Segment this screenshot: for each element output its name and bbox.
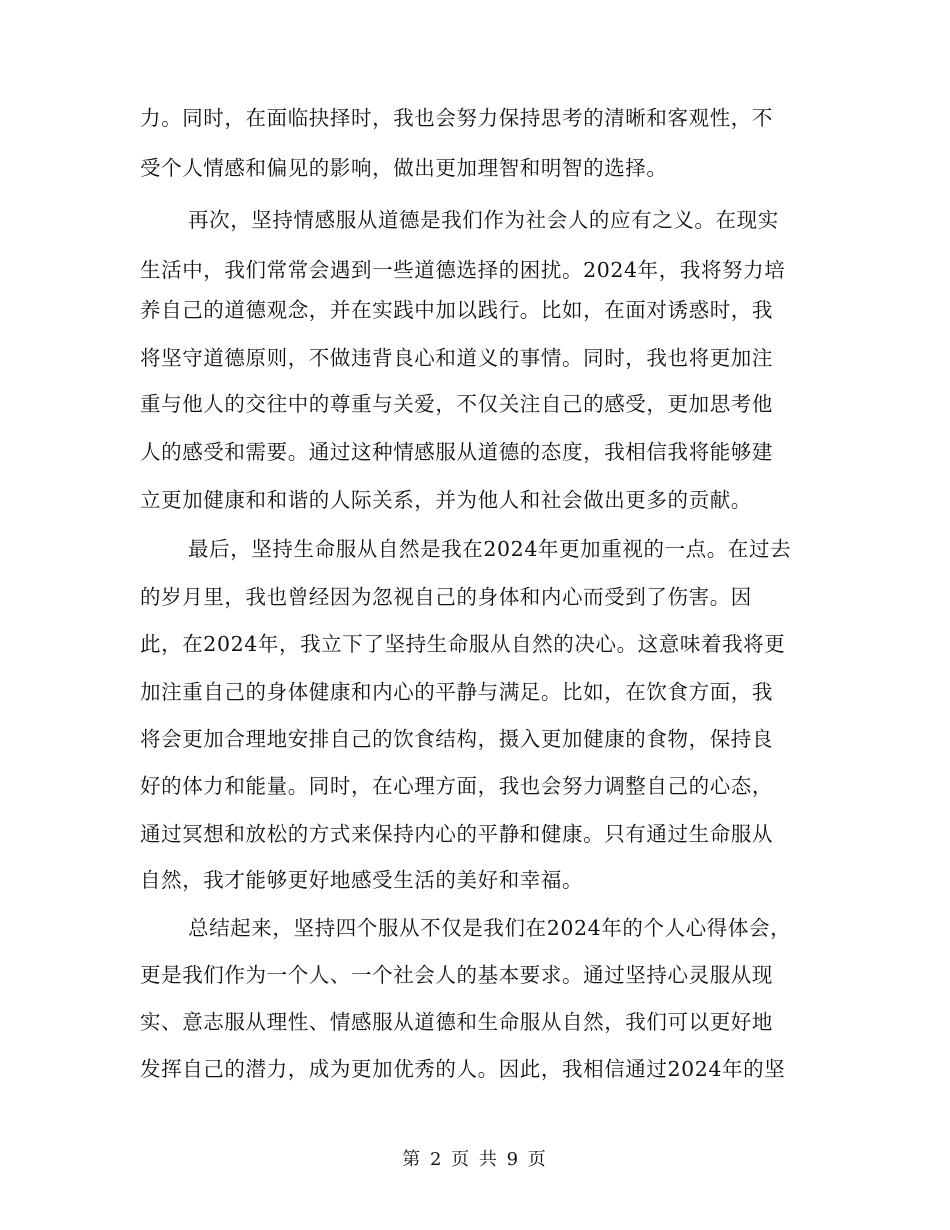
text-line: 养自己的道德观念，并在实践中加以践行。比如，在面对诱惑时，我 bbox=[140, 298, 773, 322]
text-line: 好的体力和能量。同时，在心理方面，我也会努力调整自己的心态， bbox=[140, 774, 773, 798]
text-line: 受个人情感和偏见的影响，做出更加理智和明智的选择。 bbox=[140, 156, 668, 180]
text-line: 实、意志服从理性、情感服从道德和生命服从自然，我们可以更好地 bbox=[140, 1010, 773, 1034]
text-line: 立更加健康和和谐的人际关系，并为他人和社会做出更多的贡献。 bbox=[140, 488, 752, 512]
text-line: 自然，我才能够更好地感受生活的美好和幸福。 bbox=[140, 868, 584, 892]
text-line: 总结起来，坚持四个服从不仅是我们在2024年的个人心得体会， bbox=[188, 916, 792, 940]
text-line: 将会更加合理地安排自己的饮食结构，摄入更加健康的食物，保持良 bbox=[140, 727, 773, 751]
text-line: 将坚守道德原则，不做违背良心和道义的事情。同时，我也将更加注 bbox=[140, 346, 773, 370]
text-line: 最后，坚持生命服从自然是我在2024年更加重视的一点。在过去 bbox=[188, 537, 792, 561]
text-line: 重与他人的交往中的尊重与关爱，不仅关注自己的感受，更加思考他 bbox=[140, 392, 773, 416]
text-line: 发挥自己的潜力，成为更加优秀的人。因此，我相信通过2024年的坚 bbox=[140, 1057, 786, 1081]
text-line: 加注重自己的身体健康和内心的平静与满足。比如，在饮食方面，我 bbox=[140, 680, 773, 704]
text-line: 力。同时，在面临抉择时，我也会努力保持思考的清晰和客观性，不 bbox=[140, 106, 773, 130]
text-line: 此，在2024年，我立下了坚持生命服从自然的决心。这意味着我将更 bbox=[140, 632, 786, 656]
text-line: 人的感受和需要。通过这种情感服从道德的态度，我相信我将能够建 bbox=[140, 440, 773, 464]
text-line: 生活中，我们常常会遇到一些道德选择的困扰。2024年，我将努力培 bbox=[140, 258, 786, 282]
text-line: 通过冥想和放松的方式来保持内心的平静和健康。只有通过生命服从 bbox=[140, 822, 773, 846]
page-number-footer: 第 2 页 共 9 页 bbox=[402, 1149, 548, 1170]
text-line: 更是我们作为一个人、一个社会人的基本要求。通过坚持心灵服从现 bbox=[140, 963, 773, 987]
text-line: 再次，坚持情感服从道德是我们作为社会人的应有之义。在现实 bbox=[188, 208, 779, 232]
text-line: 的岁月里，我也曾经因为忽视自己的身体和内心而受到了伤害。因 bbox=[140, 585, 752, 609]
